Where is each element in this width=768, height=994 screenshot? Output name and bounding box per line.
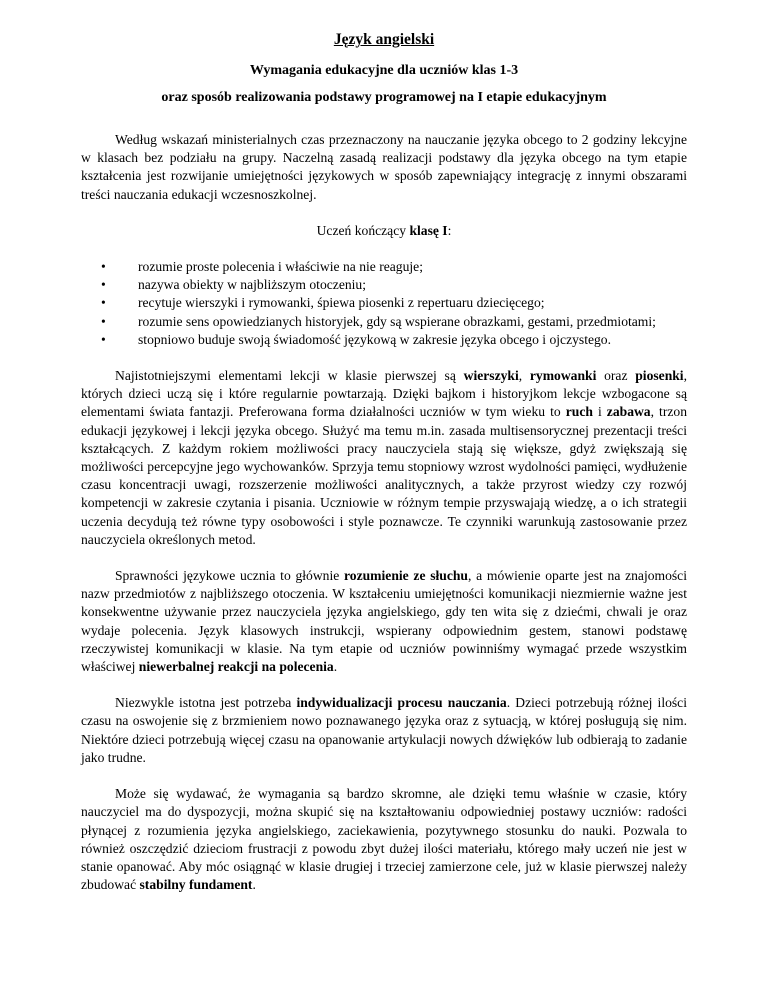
document-title: Język angielski — [333, 31, 435, 48]
intro-paragraph: Według wskazań ministerialnych czas przeznaczony na nauczanie języka obcego to 2 godziny lekcyjne w klasach bez podziału na grupy. Naczelną zasadą realizacji podstawy dla języka obcego na tym etapie kształcenia jest rozwijanie umiejętności językowych w sposób zapewniający integrację z innymi obszarami treści nauczania edukacji wczesnoszkolnej. — [81, 132, 687, 202]
paragraph-individualization — [81, 694, 687, 767]
bullet-icon: • — [101, 331, 106, 347]
list-item-text: rozumie proste polecenia i właściwie na nie reaguje; — [138, 259, 423, 275]
list-item-text: rozumie sens opowiedzianych historyjek, gdy są wspierane obrazkami, gestami, przedmiotami; — [138, 313, 656, 329]
list-item-text: stopniowo buduje swoją świadomość językową w zakresie języka obcego i ojczystego. — [138, 331, 612, 347]
bullet-icon: • — [101, 277, 106, 293]
text-run: i — [592, 404, 607, 420]
bold-text: rozumienie ze słuchu — [344, 568, 468, 584]
text-run: , — [518, 368, 530, 384]
bold-text: stabilny fundament — [139, 877, 253, 893]
document-subtitle-2: oraz sposób realizowania podstawy programowej na I etapie edukacyjnym — [161, 90, 607, 105]
class-heading-suffix: : — [447, 222, 452, 238]
list-item — [101, 313, 687, 331]
text-run: , trzon edukacji językowej i lekcji języka obcego. Służyć ma temu m.in. zasada multisensorycznej prezentacji treści kształcących. Z każdym rokiem możliwości pracy nauczyciela stają się większe, gdyż zwiększają się możliwości percepcyjne jego wychowanków. Sprzyja temu stopniowy wzrost wydolności pamięci, wydłużenie czasu koncentracji uwagi, rozszerzenie możliwości analitycznych, a także przyrost wiedzy czy rozwój kompetencji w zakresie czytania i pisania. Uczniowie w różnym tempie przyswajają wiedzę, a o ich strategii uczenia decydują też równe typy osobowości i style poznawcze. Te czynniki warunkują zastosowanie przez nauczyciela określonych metod. — [81, 404, 687, 547]
requirements-list — [81, 258, 687, 349]
bold-text: niewerbalnej reakcji na polecenia — [138, 659, 334, 675]
list-item-text: nazywa obiekty w najbliższym otoczeniu; — [138, 277, 367, 293]
list-item-text: recytuje wierszyki i rymowanki, śpiewa piosenki z repertuaru dziecięcego; — [138, 295, 545, 311]
text-run: Może się wydawać, że wymagania są bardzo skromne, ale dzięki temu właśnie w czasie, który nauczyciel ma do dyspozycji, można skupić się na kształtowaniu odpowiedniej postawy uczniów: radości płynącej z rozumienia języka angielskiego, zaciekawienia, pozytywnego stosunku do nauki. Pozwala to również oszczędzić dzieciom frustracji z powodu zbyt dużej ilości materiału, którego mały uczeń nie jest w stanie opanować. Aby móc osiągnąć w klasie drugiej i trzeciej zamierzone cele, już w klasie pierwszej należy zbudować — [81, 786, 687, 893]
bold-text: indywidualizacji procesu nauczania — [296, 695, 507, 711]
bold-text: piosenki — [635, 368, 684, 384]
paragraph-language-skills — [81, 567, 687, 676]
bold-text: ruch — [565, 404, 593, 420]
text-run: . — [252, 877, 256, 893]
list-item — [101, 276, 687, 294]
bold-text: wierszyki — [463, 368, 519, 384]
text-run: Sprawności językowe ucznia to głównie — [115, 568, 344, 584]
list-item — [101, 294, 687, 312]
text-run: Niezwykle istotna jest potrzeba — [115, 695, 297, 711]
text-run: . Dzieci potrzebują różnej ilości czasu na oswojenie się z brzmieniem nowo poznawanego języka oraz z sytuacją, w której posługują się nim. Niektóre dzieci potrzebują więcej czasu na opanowanie artykulacji nowych dźwięków lub odbierają to zadanie jako trudne. — [81, 695, 687, 765]
bold-text: rymowanki — [529, 368, 597, 384]
text-run: Najistotniejszymi elementami lekcji w klasie pierwszej są — [115, 368, 464, 384]
class-heading-prefix: Uczeń kończący — [316, 222, 410, 238]
paragraph-conclusion — [81, 785, 687, 894]
text-run: . — [333, 659, 338, 675]
class-heading — [81, 222, 687, 240]
class-heading-bold: klasę I — [409, 222, 448, 238]
text-run: oraz — [596, 368, 636, 384]
list-item — [101, 331, 687, 349]
bullet-icon: • — [101, 313, 106, 329]
bullet-icon: • — [101, 295, 106, 311]
paragraph-lesson-elements — [81, 367, 687, 549]
text-run: , a mówienie oparte jest na znajomości nazw przedmiotów z najbliższego otoczenia. W kształceniu umiejętności komunikacji niezmiernie ważne jest konsekwentne używanie przez nauczyciela języka angielskiego, gdy ten wita się z dziećmi, chwali je oraz wydaje polecenia. Język klasowych instrukcji, wspierany odpowiednim gestem, stanowi podstawę rzeczywistej komunikacji w klasie. Na tym etapie od uczniów powinniśmy wymagać przede wszystkim właściwej — [81, 568, 687, 675]
text-run: , których dzieci uczą się i które regularnie powtarzają. Dzięki bajkom i historyjkom lekcje wzbogacone są elementami świata fantazji. Preferowana forma działalności uczniów w tym wieku to — [81, 368, 687, 420]
bold-text: zabawa — [606, 404, 651, 420]
bullet-icon: • — [101, 259, 106, 275]
document-subtitle: Wymagania edukacyjne dla uczniów klas 1-3 — [249, 63, 519, 78]
list-item — [101, 258, 687, 276]
